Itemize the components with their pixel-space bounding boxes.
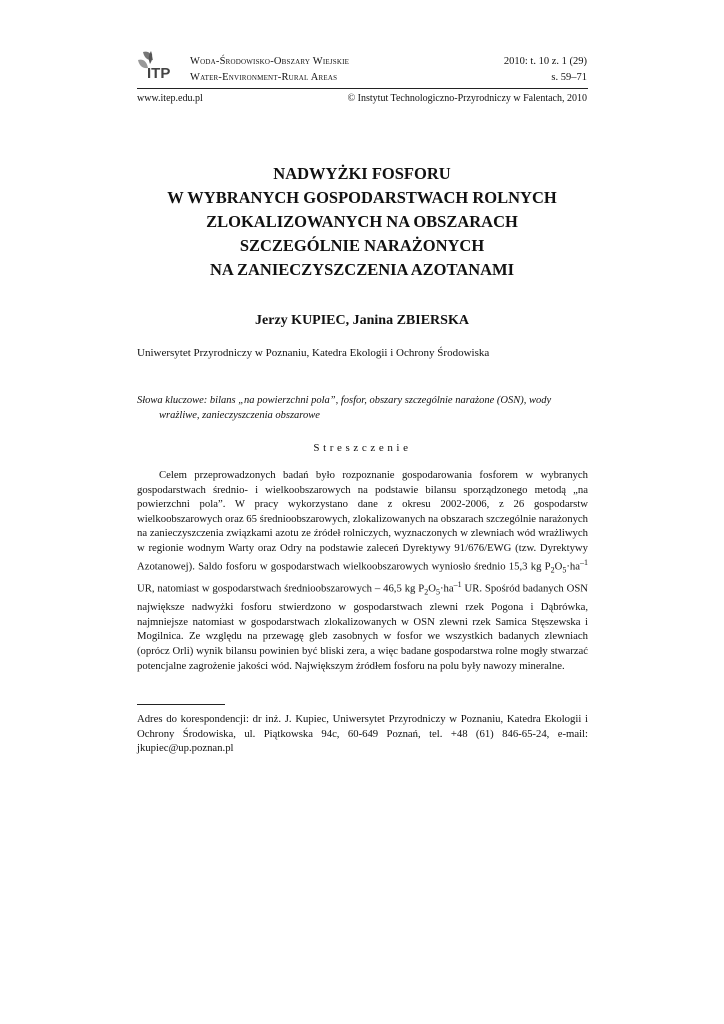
website-link[interactable]: www.itep.edu.pl: [137, 93, 203, 104]
formula-letter: O: [554, 560, 563, 573]
article-title: [100, 162, 624, 282]
footnote-rule: [137, 704, 225, 705]
copyright-notice: © Instytut Technologiczno-Przyrodniczy w Falentach, 2010: [347, 93, 587, 104]
authors: Jerzy KUPIEC, Janina ZBIERSKA: [255, 313, 469, 328]
title-line: SZCZEGÓLNIE NARAŻONYCH: [239, 236, 485, 255]
header-rule: [137, 88, 588, 89]
abstract-part: UR, natomiast w gospodarstwach średnioobszarowych – 46,5 kg P: [137, 582, 425, 595]
keywords: Słowa kluczowe: bilans „na powierzchni pola”, fosfor, obszary szczególnie narażone (OSN), wody wrażliwe, zanieczyszczenia obszarowe: [137, 395, 552, 421]
correspondence-footnote: Adres do korespondencji: dr inż. J. Kupiec, Uniwersytet Przyrodniczy w Poznaniu, Katedra Ekologii i Ochrony Środowiska, ul. Piątkowska 94c, 60-649 Poznań, tel. +48 (61) 846-65-24, e-mail: jkupiec@up.poznan.pl: [137, 713, 588, 755]
abstract-heading: Streszczenie: [313, 442, 412, 454]
page-range: s. 59–71: [551, 72, 587, 83]
subscript: 2: [424, 587, 429, 597]
subscript: 2: [550, 565, 555, 575]
title-line: W WYBRANYCH GOSPODARSTWACH ROLNYCH: [167, 188, 557, 207]
abstract-part: Celem przeprowadzonych badań było rozpoznanie gospodarowania fosforem w wybranych gospodarstwach średnio- i wielkoobszarowych na podstawie bilansu sporządzonego metodą „na powierzchni pola”. W pracy wykorzystano dane z okresu 2002-2006, z 26 gospodarstw wielkoobszarowych oraz 65 średnioobszarowych, zlokalizowanych na obszarach szczególnie narażonych na zanieczyszczenia związkami azotu ze źródeł rolniczych, wyznaczonych w zlewniach wód wrażliwych w regionie wodnym Warty oraz Odry na podstawie zaleceń Dyrektywy 91/676/EWG (tzw. Dyrektywy Azotanowej). Saldo fosforu w gospodarstwach wielkoobszarowych wyniosło średnio 15,3 kg P: [137, 469, 588, 573]
unit-ha: ·ha: [439, 582, 454, 595]
journal-title-pl: Woda-Środowisko-Obszary Wiejskie: [190, 56, 350, 67]
affiliation: Uniwersytet Przyrodniczy w Poznaniu, Katedra Ekologii i Ochrony Środowiska: [137, 347, 490, 359]
subscript: 5: [562, 565, 567, 575]
superscript: –1: [580, 557, 588, 567]
formula-letter: O: [428, 582, 436, 595]
abstract-part: UR. Spośród badanych OSN największe nadwyżki fosforu stwierdzono w gospodarstwach zlewni rzek Pogona i Dąbrówka, najmniejsze natomiast w gospodarstwach zlokalizowanych w OSN zlewni rzek Samica Stęszewska i Mogilnica. Ze względu na przewagę gleb zasobnych w fosfor we wszystkich badanych zlewniach (oprócz Orli) wynik bilansu powinien być bliski zera, a więc badane gospodarstwa rolne mogły stwarzać potencjalne zagrożenie jakości wód. Największym źródłem fosforu na polu były nawozy mineralne.: [137, 582, 588, 672]
title-line: NADWYŻKI FOSFORU: [273, 164, 451, 183]
subscript: 5: [435, 587, 440, 597]
title-line: NA ZANIECZYSZCZENIA AZOTANAMI: [209, 260, 515, 279]
abstract-text: [137, 468, 588, 673]
logo-text: ITP: [147, 65, 171, 82]
journal-title-en: Water-Environment-Rural Areas: [190, 72, 338, 83]
volume-info: 2010: t. 10 z. 1 (29): [503, 56, 587, 67]
title-line: ZLOKALIZOWANYCH NA OBSZARACH: [206, 212, 518, 231]
superscript: –1: [453, 579, 462, 589]
itp-logo: [137, 48, 185, 84]
unit-ha: ·ha: [566, 560, 580, 573]
